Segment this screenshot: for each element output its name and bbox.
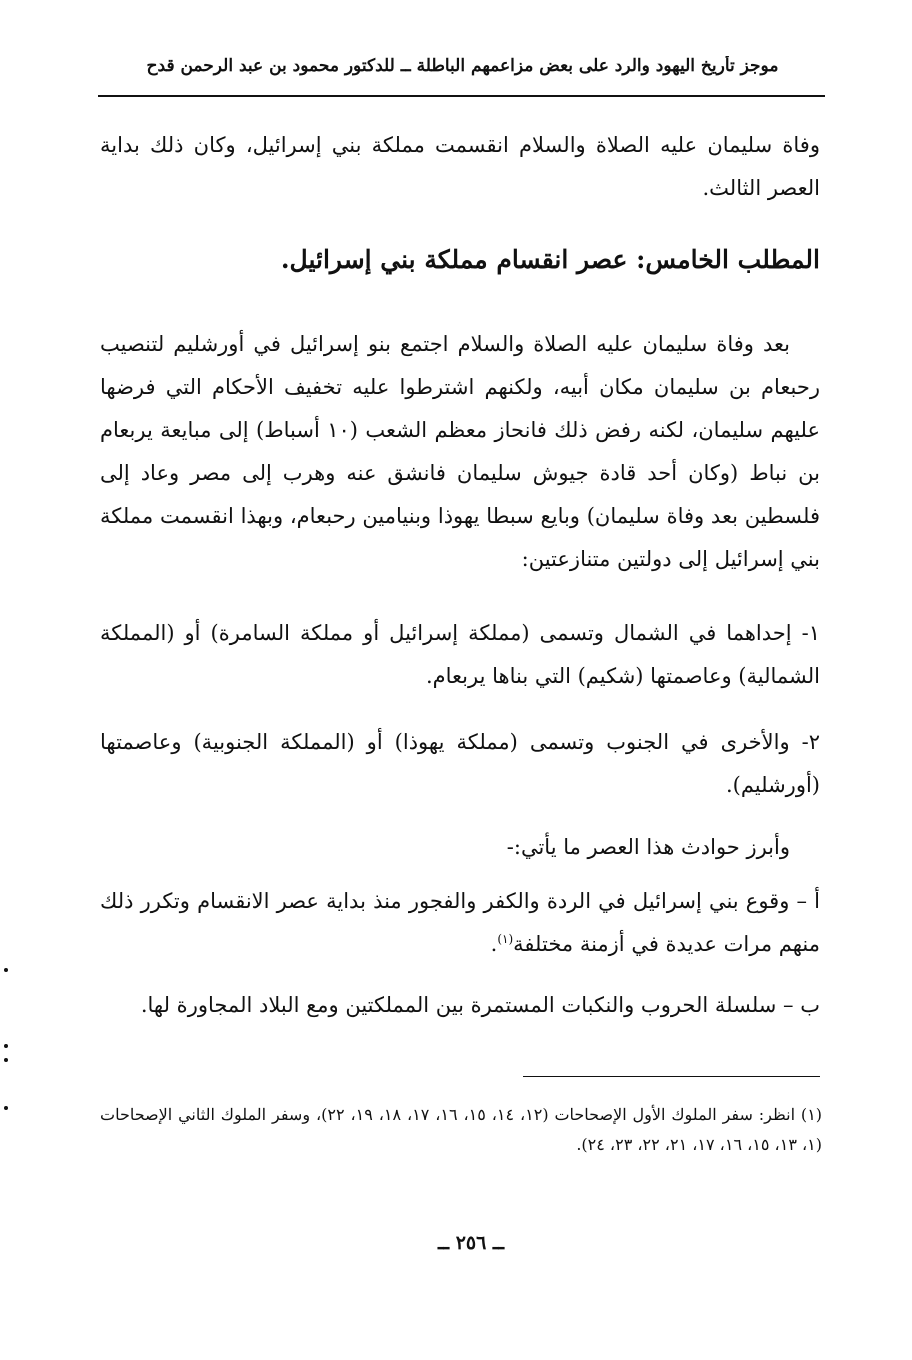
scan-speck [4, 968, 8, 972]
list-item-apostasy-end: . [490, 932, 498, 956]
opening-paragraph: وفاة سليمان عليه الصلاة والسلام انقسمت مملكة بني إسرائيل، وكان ذلك بداية العصر الثالث. [100, 133, 820, 200]
list-item-northern-kingdom: ١- إحداهما في الشمال وتسمى (مملكة إسرائيل أو مملكة السامرة) أو (المملكة الشمالية) وعاصمتها (شكيم) التي بناها يربعام. [100, 621, 820, 688]
scan-speck [4, 1058, 8, 1062]
footnote-reference[interactable]: (١) [497, 932, 514, 946]
header-divider [98, 95, 825, 97]
list-item-apostasy [100, 880, 820, 966]
scan-speck [4, 1044, 8, 1048]
footnote-1: (١) انظر: سفر الملوك الأول الإصحاحات (١٢، ١٤، ١٥، ١٦، ١٧، ١٨، ١٩، ٢٢)، وسفر الملوك الثاني الإصحاحات (١، ١٣، ١٥، ١٦، ١٧، ٢١، ٢٢، ٢٣، ٢٤). [100, 1105, 823, 1154]
footnote-divider [523, 1076, 820, 1077]
list-item-wars: ب – سلسلة الحروب والنكبات المستمرة بين المملكتين ومع البلاد المجاورة لها. [140, 993, 820, 1017]
list-item-apostasy-text: أ – وقوع بني إسرائيل في الردة والكفر والفجور منذ بداية عصر الانقسام وتكرر ذلك منهم مرات عديدة في أزمنة مختلفة [100, 889, 820, 956]
events-intro: وأبرز حوادث هذا العصر ما يأتي:- [506, 835, 790, 859]
page-number: ــ ٢٥٦ ــ [437, 1232, 505, 1254]
list-item-southern-kingdom: ٢- والأخرى في الجنوب وتسمى (مملكة يهوذا) أو (المملكة الجنوبية) وعاصمتها (أورشليم). [100, 730, 820, 797]
main-paragraph: بعد وفاة سليمان عليه الصلاة والسلام اجتمع بنو إسرائيل في أورشليم لتنصيب رحبعام بن سليمان مكان أبيه، ولكنهم اشترطوا عليه تخفيف الأحكام التي فرضها عليهم سليمان، لكنه رفض ذلك فانحاز معظم الشعب (١٠ أسباط) إلى مبايعة يربعام بن نباط (وكان أحد قادة جيوش سليمان فانشق عنه وهرب إلى مصر وعاد إلى فلسطين بعد وفاة سليمان) وبايع سبطا يهوذا وبنيامين رحبعام، وبهذا انقسمت مملكة بني إسرائيل إلى دولتين متنازعتين: [100, 332, 820, 571]
scan-speck [4, 1106, 8, 1110]
running-header: موجز تأريخ اليهود والرد على بعض مزاعمهم الباطلة ــ للدكتور محمود بن عبد الرحمن قدح [146, 56, 779, 76]
section-heading: المطلب الخامس: عصر انقسام مملكة بني إسرائيل. [280, 245, 820, 274]
